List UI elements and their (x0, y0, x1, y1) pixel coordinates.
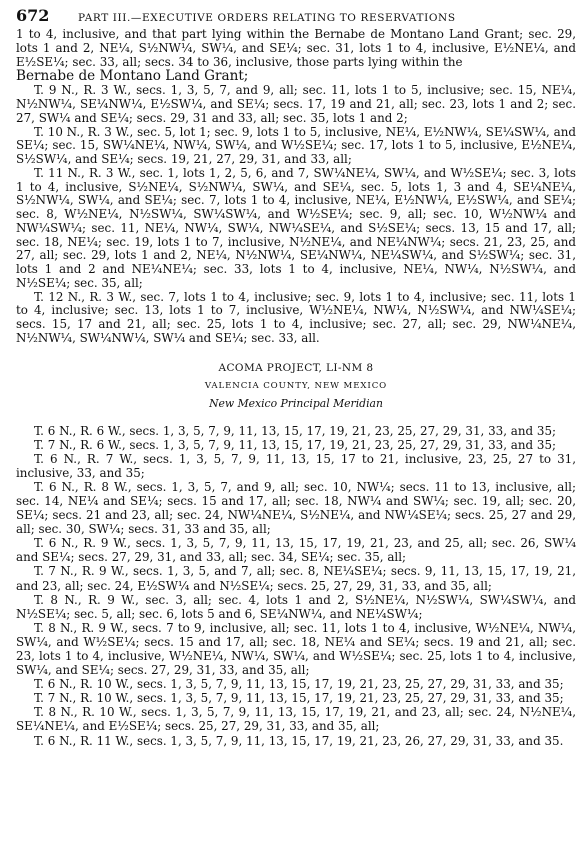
township-paragraph-t12n-r3w: T. 12 N., R. 3 W., sec. 7, lots 1 to 4, inclusive; sec. 9, lots 1 to 4, inclusive; sec. 11, lots 1 to 4, inclusive; sec. 13, lots 1 to 7, inclusive, W½NE¼, NW¼, N½SW¼, and NW¼SE¼; secs. 15, 17 and 21, all; sec. 25, lots 1 to 4, inclusive; sec. 27, all; sec. 29, NW¼NE¼, N½NW¼, SW¼NW¼, SW¼ and SE¼; sec. 33, all. (16, 289, 576, 345)
grant-name-line: Bernabe de Montano Land Grant; (16, 68, 249, 85)
township-paragraph: T. 6 N., R. 11 W., secs. 1, 3, 5, 7, 9, 11, 13, 15, 17, 19, 21, 23, 26, 27, 29, 31, 33, and 35. (34, 733, 564, 748)
township-paragraph-t10n-r3w: T. 10 N., R. 3 W., sec. 5, lot 1; sec. 9, lots 1 to 5, inclusive, NE¼, E½NW¼, SE¼SW¼, and SE¼; sec. 15, SW¼NE¼, NW¼, SW¼, and W½SE¼; sec. 17, lots 1 to 5, inclusive, E½NE¼, S½SW¼, and SE¼; secs. 19, 21, 27, 29, 31, and 33, all; (16, 124, 576, 166)
township-paragraph: T. 6 N., R. 8 W., secs. 1, 3, 5, 7, and 9, all; sec. 10, NW¼; secs. 11 to 13, inclusive, all; sec. 14, NE¼ and SE¼; secs. 15 and 17, all; sec. 18, NW¼ and SW¼; sec. 19, all; sec. 20, SE¼; secs. 21 and 23, all; sec. 24, NW¼NE¼, S½NE¼, and NW¼SE¼; secs. 25, 27 and 29, all; sec. 30, SW¼; secs. 31, 33 and 35, all; (16, 479, 576, 537)
township-paragraph: T. 8 N., R. 9 W., sec. 3, all; sec. 4, lots 1 and 2, S½NE¼, N½SW¼, SW¼SW¼, and N½SE¼; sec. 5, all; sec. 6, lots 5 and 6, SE¼NW¼, and NE¼SW¼; (16, 592, 576, 621)
township-paragraph: T. 6 N., R. 10 W., secs. 1, 3, 5, 7, 9, 11, 13, 15, 17, 19, 21, 23, 25, 27, 29, 31, 33, and 35; (34, 677, 564, 692)
township-paragraph-t9n-r3w: T. 9 N., R. 3 W., secs. 1, 3, 5, 7, and 9, all; sec. 11, lots 1 to 5, inclusive; sec. 15, NE¼, N½NW¼, SE¼NW¼, E½SW¼, and SE¼; secs. 17, 19 and 21, all; sec. 23, lots 1 and 2; sec. 27, SW¼ and SE¼; secs. 29, 31 and 33, all; sec. 35, lots 1 and 2; (16, 83, 576, 125)
township-paragraph: T. 8 N., R. 10 W., secs. 1, 3, 5, 7, 9, 11, 13, 15, 17, 19, 21, and 23, all; sec. 24, N½NE¼, SE¼NE¼, and E½SE¼; secs. 25, 27, 29, 31, 33, and 35, all; (16, 705, 576, 734)
project-heading: ACOMA PROJECT, LI-NM 8 (218, 361, 374, 374)
township-paragraph: T. 6 N., R. 7 W., secs. 1, 3, 5, 7, 9, 11, 13, 15, 17 to 21, inclusive, 23, 25, 27 to 31, inclusive, 33, and 35; (16, 451, 576, 480)
county-heading: VALENCIA COUNTY, NEW MEXICO (204, 380, 388, 391)
running-head-title: PART III.—EXECUTIVE ORDERS RELATING TO RESERVATIONS (78, 12, 456, 24)
township-paragraph: T. 6 N., R. 6 W., secs. 1, 3, 5, 7, 9, 11, 13, 15, 17, 19, 21, 23, 25, 27, 29, 31, 33, and 35; (34, 423, 557, 438)
continued-paragraph (16, 28, 576, 84)
township-paragraph: T. 8 N., R. 9 W., secs. 7 to 9, inclusive, all; sec. 11, lots 1 to 4, inclusive, W½NE¼, NW¼, SW¼, and W½SE¼; secs. 15 and 17, all; sec. 18, NE¼ and SE¼; secs. 19 and 21, all; sec. 23, lots 1 to 4, inclusive, W½NE¼, NW¼, SW¼, and W½SE¼; sec. 25, lots 1 to 4, inclusive, SW¼, and SE¼; secs. 27, 29, 31, 33, and 35, all; (16, 620, 576, 678)
continued-text: 1 to 4, inclusive, and that part lying within the Bernabe de Montano Land Grant; sec. 29, lots 1 and 2, NE¼, S½NW¼, SW¼, and SE¼; sec. 31, lots 1 to 4, inclusive, E½NE¼, and E½SE¼; sec. 33, all; secs. 34 to 36, inclusive, those parts lying within the (16, 27, 576, 69)
body-text-top (16, 28, 576, 346)
meridian-heading: New Mexico Principal Meridian (209, 396, 383, 410)
running-head (16, 6, 576, 28)
page-number: 672 (16, 6, 50, 25)
township-paragraph: T. 6 N., R. 9 W., secs. 1, 3, 5, 7, 9, 11, 13, 15, 17, 19, 21, 23, and 25, all; sec. 26, SW¼ and SE¼; secs. 27, 29, 31, and 33, all; sec. 34, SE¼; sec. 35, all; (16, 536, 576, 565)
township-paragraph: T. 7 N., R. 10 W., secs. 1, 3, 5, 7, 9, 11, 13, 15, 17, 19, 21, 23, 25, 27, 29, 31, 33, and 35; (34, 691, 564, 706)
body-text-bottom (16, 424, 576, 748)
township-paragraph-t11n-r3w: T. 11 N., R. 3 W., sec. 1, lots 1, 2, 5, 6, and 7, SW¼NE¼, SW¼, and W½SE¼; sec. 3, lots 1 to 4, inclusive, S½NE¼, S½NW¼, SW¼, and SE¼, sec. 5, lots 1, 3 and 4, SE¼NE¼, S½NW¼, SW¼, and SE¼; sec. 7, lots 1 to 4, inclusive, NE¼, E½NW¼, E½SW¼, and SE¼; sec. 8, W½NE¼, N½SW¼, SW¼SW¼, and W½SE¼; sec. 9, all; sec. 10, W½NW¼ and NW¼SW¼; sec. 11, NE¼, NW¼, SW¼, NW¼SE¼, and S½SE¼; secs. 13, 15 and 17, all; sec. 18, NE¼; sec. 19, lots 1 to 7, inclusive, N½NE¼, and NE¼NW¼; secs. 21, 23, 25, and 27, all; sec. 29, lots 1 and 2, NE¼, N½NW¼, SE¼NW¼, NE¼SW¼, and S½SW¼; sec. 31, lots 1 and 2 and NE¼NE¼; sec. 33, lots 1 to 4, inclusive, NE¼, NW¼, N½SW¼, and N½SE¼; sec. 35, all; (16, 165, 576, 290)
township-paragraph: T. 7 N., R. 9 W., secs. 1, 3, 5, and 7, all; sec. 8, NE¼SE¼; secs. 9, 11, 13, 15, 17, 19, 21, and 23, all; sec. 24, E½SW¼ and N½SE¼; secs. 25, 27, 29, 31, 33, and 35, all; (16, 564, 576, 593)
township-paragraph: T. 7 N., R. 6 W., secs. 1, 3, 5, 7, 9, 11, 13, 15, 17, 19, 21, 23, 25, 27, 29, 31, 33, and 35; (34, 437, 557, 452)
